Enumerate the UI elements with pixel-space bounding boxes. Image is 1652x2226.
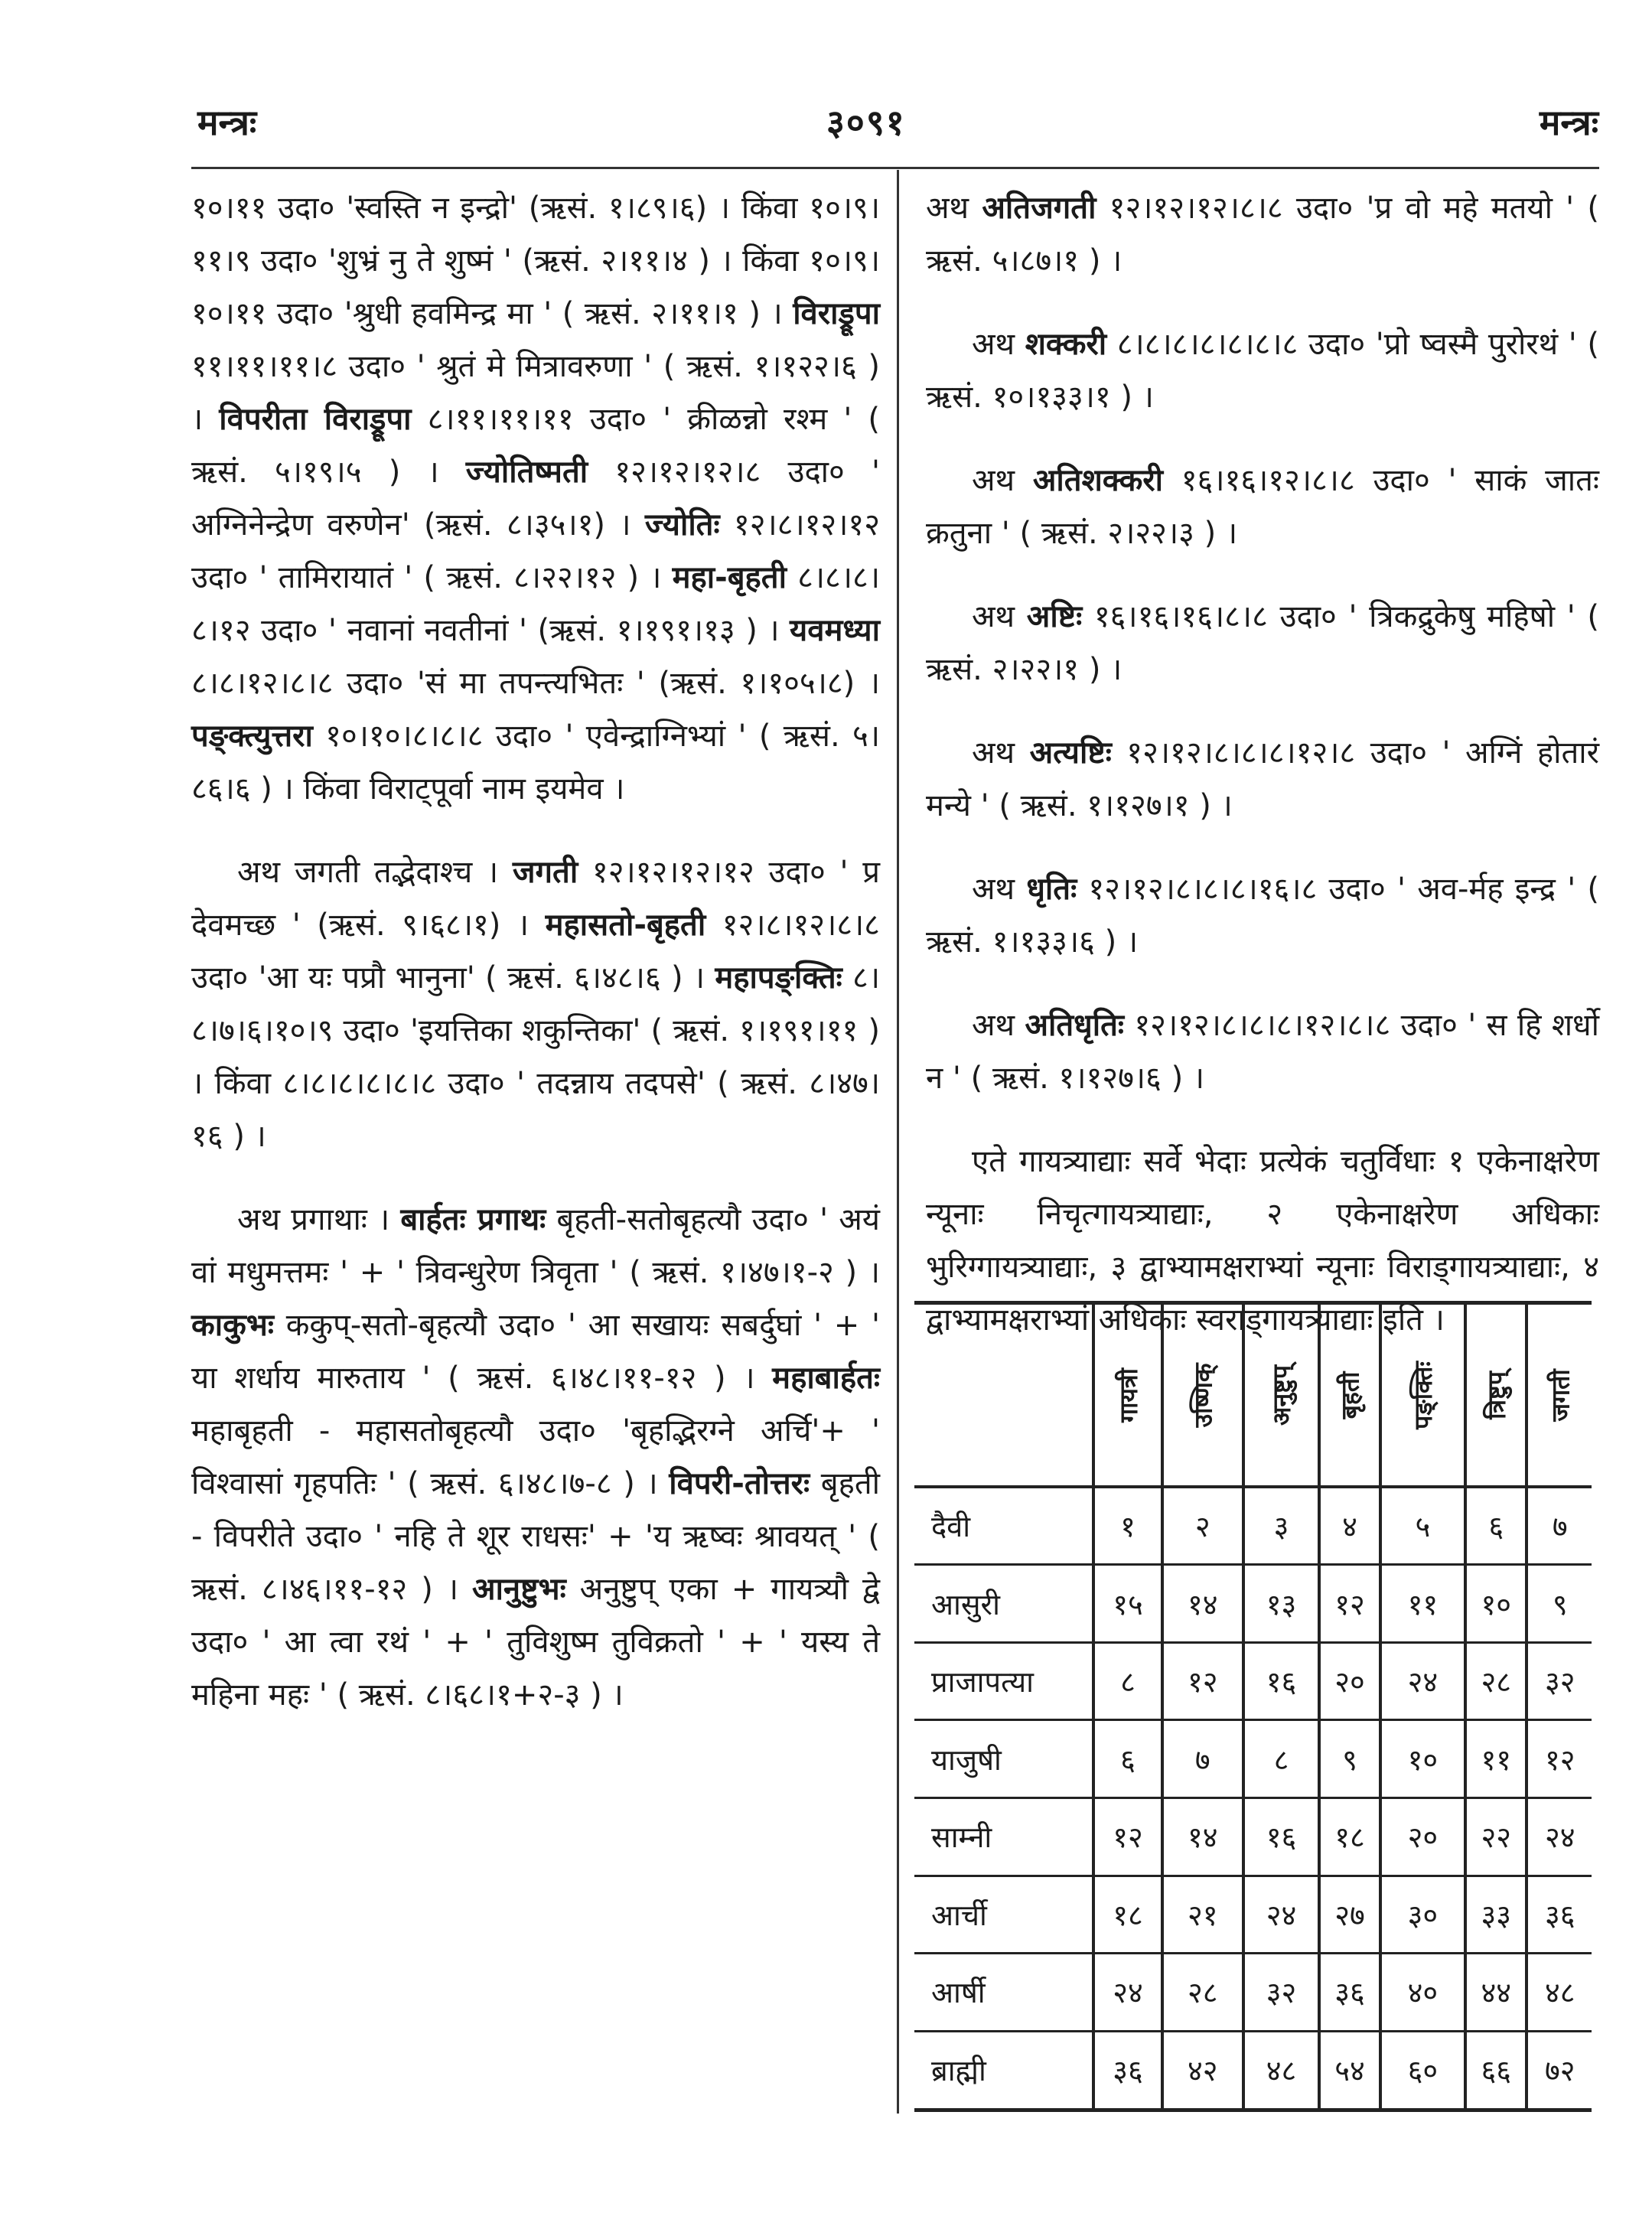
paragraph — [926, 318, 1599, 424]
table-cell: ६६ — [1465, 2031, 1527, 2110]
meter-name: ज्योतिः — [644, 507, 720, 543]
paragraph — [926, 591, 1599, 696]
text-run: अथ जगती तद्भेदाश्च । — [237, 855, 513, 890]
meter-name: अष्टिः — [1026, 599, 1083, 634]
table-cell: ६ — [1465, 1487, 1527, 1565]
text-run: १२।१२।१२।८ उदा० ' अग्निनेन्द्रेण वरुणेन' (ऋसं. ८।३५।१) । — [191, 455, 880, 543]
text-run: १०।१०।८।८।८ उदा० ' एवेन्द्राग्निभ्यां ' ( ऋसं. ५।८६।६ ) । किंवा विराट्पूर्वा नाम इयमेव । — [191, 719, 880, 807]
paragraph — [191, 1194, 880, 1722]
column-header-label: उष्णिक् — [1188, 1363, 1218, 1428]
table-header-row — [914, 1303, 1592, 1487]
table-cell: २० — [1319, 1642, 1380, 1720]
meter-name: धृतिः — [1026, 872, 1077, 907]
meter-name: विपरीता विराड्रूपा — [219, 402, 412, 437]
table-cell: ११ — [1380, 1565, 1465, 1643]
meter-name: अतिजगती — [982, 191, 1096, 226]
column-header — [1319, 1303, 1380, 1487]
meter-name: अत्यष्टिः — [1029, 735, 1112, 771]
table-cell: १२ — [1319, 1565, 1380, 1643]
table-cell: १४ — [1162, 1797, 1243, 1876]
meter-name: महाबार्हतः — [772, 1361, 880, 1396]
table-row — [914, 1565, 1592, 1643]
table-cell: ४८ — [1243, 2031, 1320, 2110]
table-cell: २४ — [1380, 1642, 1465, 1720]
table-cell: २८ — [1162, 1954, 1243, 2032]
column-header-label: बृहती — [1335, 1371, 1365, 1419]
table-cell: ५४ — [1319, 2031, 1380, 2110]
table-cell: २७ — [1319, 1876, 1380, 1954]
paragraph — [926, 455, 1599, 560]
paragraph — [926, 182, 1599, 288]
table-cell: १२ — [1527, 1720, 1592, 1798]
table-cell: १० — [1380, 1720, 1465, 1798]
table-cell: ३६ — [1093, 2031, 1162, 2110]
table-cell: १२ — [1093, 1797, 1162, 1876]
paragraph — [926, 999, 1599, 1105]
column-header-label: पङ्क्तिः — [1408, 1361, 1438, 1430]
paragraph — [191, 846, 880, 1163]
text-run: १२।१२।८।८।८।१२।८ उदा० ' अग्निं होतारं मन्ये ' ( ऋसं. १।१२७।१ ) । — [926, 735, 1599, 823]
text-run: ८।८।१२।८।८ उदा० 'सं मा तपन्त्यभितः ' (ऋसं. १।१०५।८) । — [191, 666, 880, 701]
table-row — [914, 1797, 1592, 1876]
column-header — [914, 1303, 1093, 1487]
text-run: अथ — [972, 872, 1027, 907]
text-run: ८।८।८।८।१२ उदा० ' नवानां नवतीनां ' (ऋसं. १।१९१।१३ ) । — [191, 560, 880, 648]
meter-name: काकुभः — [191, 1308, 274, 1343]
table-cell: ३२ — [1243, 1954, 1320, 2032]
meter-name: अतिशक्करी — [1032, 463, 1164, 498]
text-run: ११।११।११।८ उदा० ' श्रुतं मे मित्रावरुणा ' ( ऋसं. १।१२२।६ ) । — [191, 349, 880, 437]
table-cell: ११ — [1465, 1720, 1527, 1798]
text-run: १६।१६।१२।८।८ उदा० ' साकं जातः क्रतुना ' ( ऋसं. २।२२।३ ) । — [926, 463, 1599, 551]
text-run: १०।११ उदा० 'स्वस्ति न इन्द्रो' (ऋसं. १।८९।६) । किंवा १०।९।११।९ उदा० 'शुभ्रं नु ते शुष्मं ' (ऋसं. २।११।४ ) । किंवा १०।९।१०।११ उदा० 'श्रुधी हवमिन्द्र मा ' ( ऋसं. २।११।१ ) । — [191, 191, 880, 331]
table-cell: ४८ — [1527, 1954, 1592, 2032]
table-cell: १० — [1465, 1565, 1527, 1643]
table-cell: २० — [1380, 1797, 1465, 1876]
table-row — [914, 1487, 1592, 1565]
meter-name: महा-बृहती — [672, 560, 787, 595]
table-cell: ६ — [1093, 1720, 1162, 1798]
row-label: साम्नी — [931, 1820, 992, 1855]
page-number: ३०९१ — [826, 102, 906, 143]
column-header-label: गायत्री — [1113, 1368, 1143, 1423]
column-header — [1162, 1303, 1243, 1487]
meter-name: अतिधृतिः — [1025, 1008, 1125, 1043]
table-cell: २८ — [1465, 1642, 1527, 1720]
table-cell: १ — [1093, 1487, 1162, 1565]
table-row — [914, 1642, 1592, 1720]
meter-name: ज्योतिष्मती — [465, 455, 588, 490]
table-cell: ३३ — [1465, 1876, 1527, 1954]
header-right: मन्त्रः — [1539, 102, 1598, 143]
table-cell: ४० — [1380, 1954, 1465, 2032]
text-run: महाबृहती - महासतोबृहत्यौ उदा० 'बृहद्भिरग्ने अर्चि'+ ' विश्वासां गृहपतिः ' ( ऋसं. ६।४८।७-८ ) । — [191, 1413, 880, 1501]
table-cell: २४ — [1527, 1797, 1592, 1876]
table-cell: ९ — [1319, 1720, 1380, 1798]
text-run: अथ — [972, 735, 1030, 771]
table-cell: १६ — [1243, 1797, 1320, 1876]
column-header — [1093, 1303, 1162, 1487]
text-run: अथ — [972, 599, 1027, 634]
text-run: १२।१२।१२।१२ उदा० ' प्र देवमच्छ ' (ऋसं. ९।६८।१) । — [191, 855, 880, 943]
meter-table — [914, 1301, 1592, 2112]
table-row — [914, 1720, 1592, 1798]
table-cell: ४४ — [1465, 1954, 1527, 2032]
table-cell: ३२ — [1527, 1642, 1592, 1720]
text-run: ८।८।७।६।१०।९ उदा० 'इयत्तिका शकुन्तिका' ( ऋसं. १।१९१।११ ) । किंवा ८।८।८।८।८।८ उदा० ' तदन्नाय तदपसे' ( ऋसं. ८।४७।१६ ) । — [191, 960, 880, 1154]
meter-name: पङ्क्त्युत्तरा — [191, 719, 313, 754]
column-header — [1243, 1303, 1320, 1487]
table-cell: ७ — [1162, 1720, 1243, 1798]
text-run: १२।१२।८।८।८।१२।८।८ उदा० ' स हि शर्धो न ' ( ऋसं. १।१२७।६ ) । — [926, 1008, 1599, 1096]
table-cell: १५ — [1093, 1565, 1162, 1643]
text-run: अथ — [972, 463, 1033, 498]
row-label: प्राजापत्या — [931, 1665, 1034, 1700]
column-header — [1527, 1303, 1592, 1487]
row-label: याजुषी — [931, 1742, 1002, 1777]
text-run: ८।११।११।११ उदा० ' क्रीळन्नो रश्म ' ( ऋसं. ५।१९।५ ) । — [191, 402, 881, 490]
meter-name: शक्करी — [1025, 327, 1107, 362]
table-cell: २१ — [1162, 1876, 1243, 1954]
meter-name: विराड्रूपा — [793, 296, 880, 331]
table-cell: १६ — [1243, 1642, 1320, 1720]
text-run: १६।१६।१६।८।८ उदा० ' त्रिकद्रुकेषु महिषो ' ( ऋसं. २।२२।१ ) । — [926, 599, 1600, 687]
text-run: अथ — [972, 1008, 1025, 1043]
column-header-label: जगती — [1546, 1369, 1575, 1422]
meter-name: महापङ्क्तिः — [715, 960, 842, 996]
text-run: अनुष्टुप् एका + गायत्र्यौ द्वे उदा० ' आ त्वा रथं ' + ' तुविशुष्म तुविक्रतो ' + ' यस्य ते महिना महः ' ( ऋसं. ८।६८।१+२-३ ) । — [191, 1572, 880, 1713]
column-divider — [897, 170, 899, 2114]
table-cell: ८ — [1093, 1642, 1162, 1720]
row-label: आसुरी — [931, 1587, 1000, 1621]
table-cell: ८ — [1243, 1720, 1320, 1798]
meter-name: विपरी-तोत्तरः — [669, 1466, 810, 1501]
text-run: अथ — [972, 327, 1025, 362]
row-label: ब्राह्मी — [931, 2054, 986, 2088]
text-run: १२।८।१२।८।८ उदा० 'आ यः पप्रौ भानुना' ( ऋसं. ६।४८।६ ) । — [191, 908, 880, 996]
table-cell: ३ — [1243, 1487, 1320, 1565]
meter-name: यवमध्या — [790, 613, 880, 648]
text-run: १२।१२।८।८।८।१६।८ उदा० ' अव-र्मह इन्द्र ' ( ऋसं. १।१३३।६ ) । — [926, 872, 1599, 960]
table-cell: १८ — [1319, 1797, 1380, 1876]
table-cell: ६० — [1380, 2031, 1465, 2110]
text-run: एते गायत्र्याद्याः सर्वे भेदाः प्रत्येकं चतुर्विधाः १ एकेनाक्षरेण न्यूनाः निचृत्गायत्र्याद्याः, २ एकेनाक्षरेण अधिकाः भुरिग्गायत्र्याद्याः, ३ द्वाभ्यामक्षराभ्यां न्यूनाः विराड्गायत्र्याद्याः, ४ द्वाभ्यामक्षराभ्यां अधिकाः स्वराड्गायत्र्याद्याः इति । — [926, 1144, 1599, 1338]
column-header — [1380, 1303, 1465, 1487]
table-cell: ३० — [1380, 1876, 1465, 1954]
table-row — [914, 2031, 1592, 2110]
left-column — [191, 182, 880, 1752]
table-cell: १३ — [1243, 1565, 1320, 1643]
row-label: दैवी — [931, 1509, 971, 1543]
table-cell: २४ — [1093, 1954, 1162, 2032]
text-run: बृहती - विपरीते उदा० ' नहि ते शूर राधसः' + 'य ऋष्वः श्रावयत् ' ( ऋसं. ८।४६।११-१२ ) । — [191, 1466, 880, 1607]
table-cell: १८ — [1093, 1876, 1162, 1954]
meter-name: महासतो-बृहती — [545, 908, 706, 943]
meter-name: आनुष्टुभः — [472, 1572, 566, 1607]
table-cell: ७२ — [1527, 2031, 1592, 2110]
paragraph — [191, 182, 880, 816]
text-run: ककुप्-सतो-बृहत्यौ उदा० ' आ सखायः सबर्दुघां ' + ' या शर्धाय मारुताय ' ( ऋसं. ६।४८।११-१२ ) । — [191, 1308, 880, 1396]
paragraph — [926, 727, 1599, 833]
text-run: १२।१२।१२।८।८ उदा० 'प्र वो महे मतयो ' ( ऋसं. ५।८७।१ ) । — [926, 191, 1599, 279]
paragraph — [926, 863, 1599, 969]
meter-name: बार्हतः प्रगाथः — [400, 1202, 546, 1237]
table-cell: ४२ — [1162, 2031, 1243, 2110]
header-rule — [191, 167, 1599, 169]
table-cell: २ — [1162, 1487, 1243, 1565]
table-cell: ३६ — [1319, 1954, 1380, 2032]
row-label: आर्षी — [931, 1976, 986, 2010]
meter-name: जगती — [512, 855, 578, 890]
table-cell: १४ — [1162, 1565, 1243, 1643]
table-cell: १२ — [1162, 1642, 1243, 1720]
text-run: १२।८।१२।१२ उदा० ' तामिरायातं ' ( ऋसं. ८।२२।१२ ) । — [191, 507, 880, 595]
table-row — [914, 1876, 1592, 1954]
table-cell: ७ — [1527, 1487, 1592, 1565]
table-cell: ४ — [1319, 1487, 1380, 1565]
table-cell: ३६ — [1527, 1876, 1592, 1954]
table-cell: २२ — [1465, 1797, 1527, 1876]
column-header-label: अनुष्टुप् — [1267, 1365, 1297, 1426]
column-header-label: त्रिष्टुप् — [1481, 1371, 1511, 1420]
text-run: अथ — [926, 191, 982, 226]
text-run: बृहती-सतोबृहत्यौ उदा० ' अयं वां मधुमत्तमः ' + ' त्रिवन्धुरेण त्रिवृता ' ( ऋसं. १।४७।१-२ ) । — [191, 1202, 880, 1290]
table-cell: २४ — [1243, 1876, 1320, 1954]
text-run: अथ प्रगाथाः । — [237, 1202, 401, 1237]
table-row — [914, 1954, 1592, 2032]
row-label: आर्ची — [931, 1898, 987, 1932]
right-column — [926, 182, 1599, 1377]
table-cell: ५ — [1380, 1487, 1465, 1565]
header-left: मन्त्रः — [197, 102, 257, 143]
column-header — [1465, 1303, 1527, 1487]
table-cell: ९ — [1527, 1565, 1592, 1643]
text-run: ८।८।८।८।८।८।८ उदा० 'प्रो ष्वस्मै पुरोरथं ' ( ऋसं. १०।१३३।१ ) । — [926, 327, 1599, 415]
